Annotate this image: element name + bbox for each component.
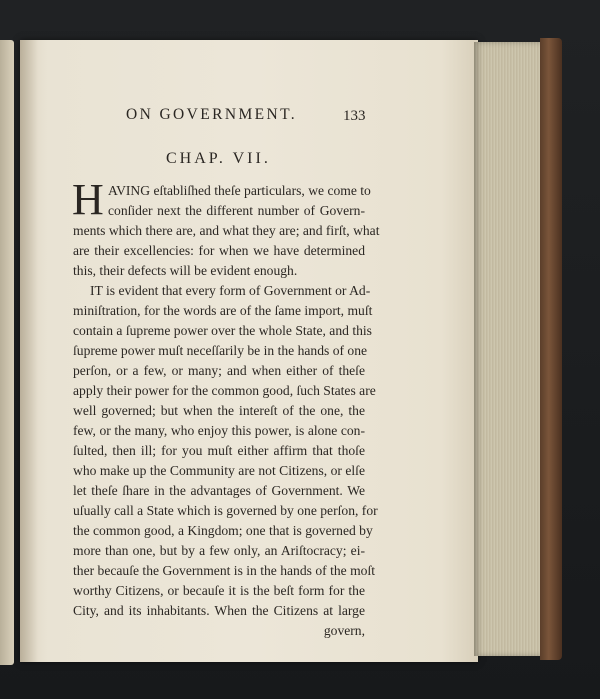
text-line: AVING eſtabliſhed theſe particulars, we come to [108, 183, 371, 198]
text-line: ther becauſe the Government is in the hands of the moſt [73, 563, 375, 578]
chapter-title: CHAP. VII. [166, 150, 271, 167]
text-line: let theſe ſhare in the advantages of Government. We [73, 483, 365, 498]
text-line: ſupreme power muſt neceſſarily be in the hands of one [73, 343, 368, 358]
text-line: well governed; but when the intereſt of the one, the [73, 403, 365, 418]
text-line: conſider next the different number of Govern- [108, 203, 365, 218]
text-line: ments which there are, and what they are; and firſt, what [73, 223, 380, 238]
catchword: govern, [323, 623, 365, 638]
page-stack-edges [474, 42, 542, 656]
running-header: ON GOVERNMENT. [126, 106, 298, 123]
text-line: ſulted, then ill; for you muſt either affirm that thoſe [73, 443, 365, 458]
text-line: who make up the Community are not Citizens, or elſe [73, 463, 365, 478]
text-line: more than one, but by a few only, an Ariſtocracy; ei- [73, 543, 365, 558]
book-cover-edge [540, 38, 562, 660]
text-line: the common good, a Kingdom; one that is governed by [73, 523, 373, 538]
text-line: IT is evident that every form of Government or Ad- [90, 283, 371, 298]
text-line: worthy Citizens, or becauſe it is the beſt form for the [73, 583, 365, 598]
drop-cap: H [72, 175, 104, 224]
text-line: miniſtration, for the words are of the ſame import, muſt [73, 303, 373, 318]
text-line: this, their defects will be evident enough. [73, 263, 298, 278]
previous-page-edge [0, 40, 14, 665]
text-line: contain a ſupreme power over the whole State, and this [73, 323, 372, 338]
text-line: apply their power for the common good, ſuch States are [73, 383, 376, 398]
text-line: uſually call a State which is governed by one perſon, for [73, 503, 378, 518]
text-line: are their excellencies: for when we have determined [73, 243, 365, 258]
page-number: 133 [343, 108, 366, 124]
text-line: few, or the many, who enjoy this power, is alone con- [73, 423, 365, 438]
text-line: perſon, or a few, or many; and when either of theſe [73, 363, 365, 378]
text-line: City, and its inhabitants. When the Citizens at large [73, 603, 365, 618]
page-gutter-shadow [20, 40, 38, 662]
